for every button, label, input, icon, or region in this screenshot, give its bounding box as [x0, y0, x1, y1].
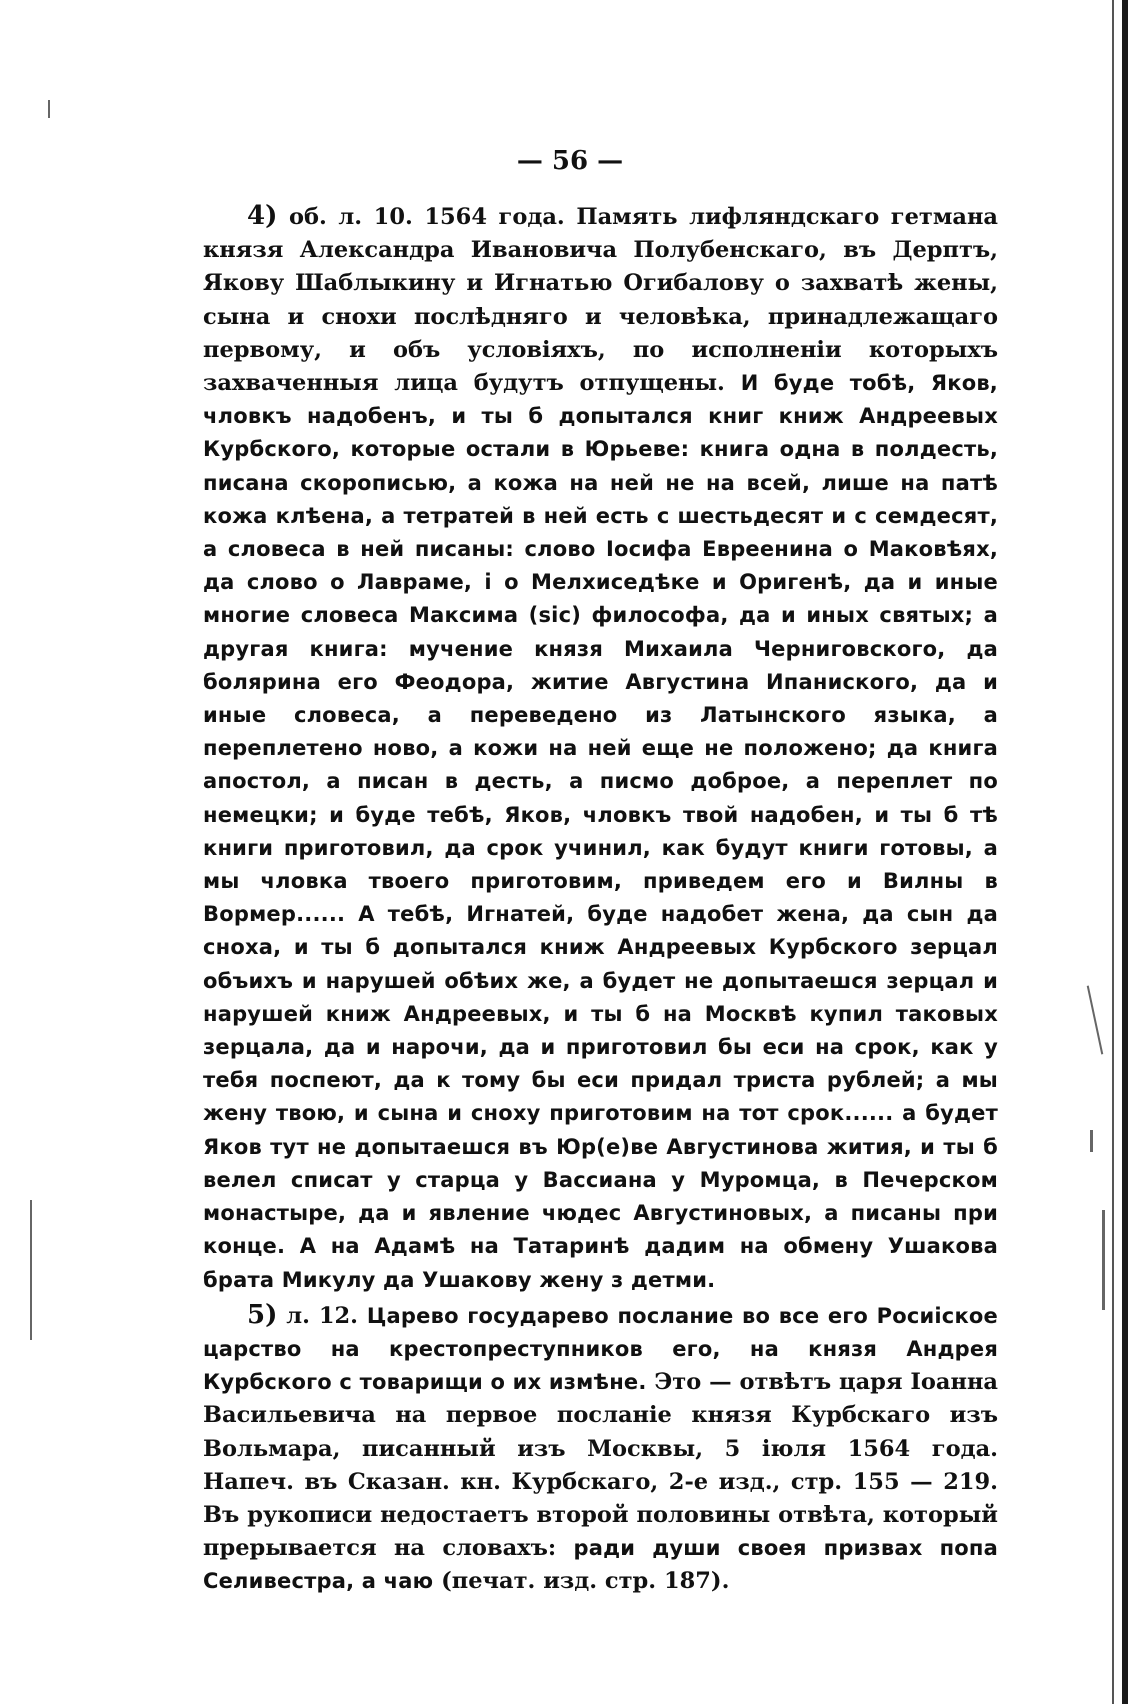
- entry-number: 4): [247, 201, 278, 231]
- scan-page-edge-inner: [1112, 0, 1114, 1704]
- scan-margin-line: [30, 1200, 32, 1340]
- entry-tail: (печат. изд. стр. 187).: [441, 1568, 730, 1595]
- entry-intro: л. 12.: [286, 1302, 358, 1329]
- entry-paragraph: [203, 1299, 998, 1599]
- scan-margin-stroke: [1087, 986, 1104, 1055]
- entry-paragraph: [203, 200, 998, 1297]
- scan-margin-stroke: [1090, 1130, 1093, 1152]
- entry-quote: И буде тобѣ, Яков, чловкъ надобенъ, и ты б допытался книг книж Андреевых Курбского, которые остали в Юрьеве: книга одна в полдесть, писана скорописью, а кожа на ней не на всей, лише на патѣ кожа клѣена, а тетратей в ней есть с шестьдесят и с семдесят, а словеса в ней писаны: слово Іосифа Евреенина о Маковѣях, да слово о Лавраме, і о Мелхиседѣке и Оригенѣ, да и иные многие словеса Максима (sic) философа, да и иных святых; а другая книга: мучение князя Михаила Черниговского, да болярина его Феодора, житие Августина Ипаниского, да и иные словеса, а переведено из Латынского языка, а переплетено ново, а кожи на ней еще не положено; да книга апостол, а писан в десть, а писмо доброе, а переплет по немецки; и буде тебѣ, Яков, чловкъ твой надобен, и ты б тѣ книги приготовил, да срок учинил, как будут книги готовы, а мы чловка твоего приготовим, приведем его и Вилны в Вормер...... А тебѣ, Игнатей, буде надобет жена, да сын да сноха, и ты б допытался книж Андреевых Курбского зерцал объихъ и нарушей обѣих же, а будет не допытаешся зерцал и нарушей книж Андреевых, и ты б на Москвѣ купил таковых зерцала, да и нарочи, да и приготовил бы еси на срок, как у тебя поспеют, да к тому бы еси придал триста рублей; а мы жену твою, и сына и сноху приготовим на тот срок...... а будет Яков тут не допытаешся въ Юр(е)ве Августинова жития, и ты б велел списат у старца у Вассиана у Муромца, в Печерском монастыре, да и явление чюдес Августиновых, а писаны при конце. А на Адамѣ на Татаринѣ дадим на обмену Ушакова брата Микулу да Ушакову жену з детми.: [203, 371, 998, 1292]
- entry-tail-quote: ради души своея призвах попа Селивестра, а чаю: [203, 1536, 998, 1594]
- entry-description: Это — отвѣтъ царя Іоанна Васильевича на первое посланіе князя Курбскаго изъ Вольмара, писанный изъ Москвы, 5 іюля 1564 года. Напеч. въ Сказан. кн. Курбскаго, 2-е изд., стр. 155 — 219. Въ рукописи недостаетъ второй половины отвѣта, который прерывается на словахъ:: [203, 1369, 998, 1562]
- scan-speck: [48, 100, 50, 118]
- entry-number: 5): [247, 1299, 278, 1330]
- scan-margin-stroke: [1102, 1210, 1105, 1310]
- page-number: — 56 —: [516, 146, 624, 176]
- entry-intro: об. л. 10. 1564 года. Память лифляндскаго гетмана князя Александра Ивановича Полубенскаго, въ Дерптъ, Якову Шаблыкину и Игнатью Огибалову о захватѣ жены, сына и снохи послѣдняго и человѣка, принадлежащаго первому, и объ условіяхъ, по исполненіи которыхъ захваченныя лица будутъ отпущены.: [203, 204, 998, 397]
- page-body: [203, 200, 998, 1599]
- entry-quote: Царево государево послание во все его Росиіское царство на крестопреступников его, на князя Андрея Курбского с товарищи о их измѣне.: [203, 1303, 998, 1395]
- scan-page-edge: [1122, 0, 1128, 1704]
